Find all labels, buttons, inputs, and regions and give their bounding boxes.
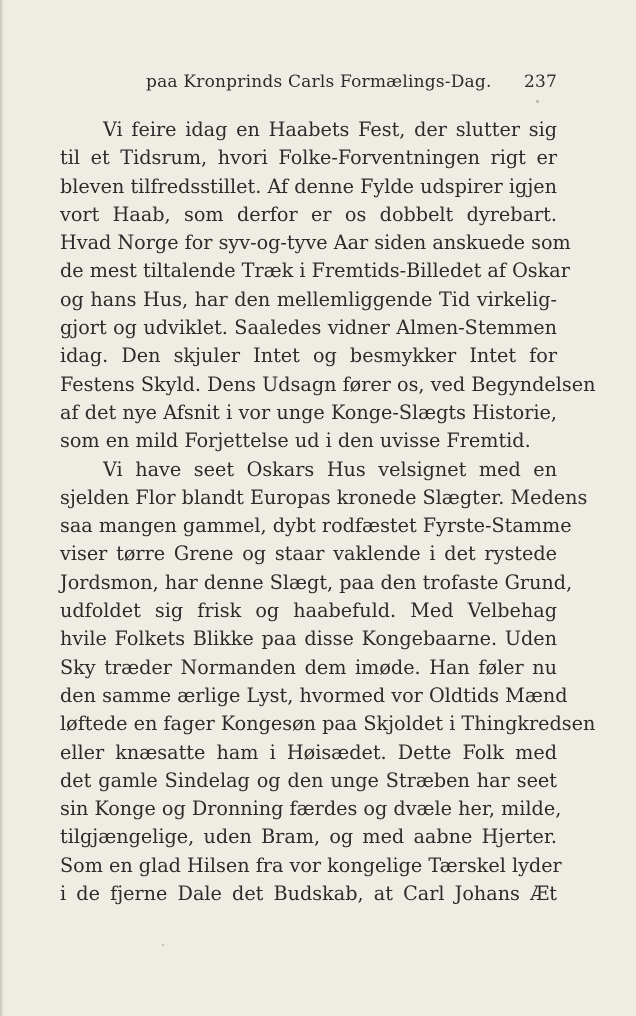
- text-line: Vi have seet Oskars Hus velsignet med en: [103, 457, 557, 481]
- text-line: sin Konge og Dronning færdes og dvæle her, milde,: [60, 797, 562, 821]
- text-line: viser tørre Grene og staar vaklende i det rystede: [60, 542, 557, 566]
- text-line: sjelden Flor blandt Europas kronede Slægter. Medens: [60, 485, 588, 509]
- text-line: vort Haab, som derfor er os dobbelt dyrebart.: [60, 202, 557, 226]
- body-text: [60, 116, 596, 908]
- text-line: den samme ærlige Lyst, hvormed vor Oldtids Mænd: [60, 683, 568, 707]
- text-line: Sky træder Normanden dem imøde. Han føler nu: [60, 655, 557, 679]
- running-title: paa Kronprinds Carls Formælings-Dag.: [146, 72, 492, 92]
- text-line: Vi feire idag en Haabets Fest, der slutter sig: [103, 118, 557, 141]
- page-edge: [0, 0, 4, 1016]
- text-line: til et Tidsrum, hvori Folke-Forventningen rigt er: [60, 146, 557, 170]
- text-line: hvile Folkets Blikke paa disse Kongebaarne. Uden: [60, 627, 557, 651]
- text-line: idag. Den skjuler Intet og besmykker Intet for: [60, 344, 557, 368]
- text-line: og hans Hus, har den mellemliggende Tid virkelig-: [60, 287, 557, 311]
- text-line: Som en glad Hilsen fra vor kongelige Tærskel lyder: [60, 853, 562, 877]
- text-line: tilgjængelige, uden Bram, og med aabne Hjerter.: [60, 825, 557, 849]
- text-line: løftede en fager Kongesøn paa Skjoldet i Thingkredsen: [60, 712, 596, 736]
- paper-speck: [536, 100, 539, 103]
- text-line: udfoldet sig frisk og haabefuld. Med Velbehag: [60, 599, 557, 623]
- text-line: det gamle Sindelag og den unge Stræben har seet: [60, 768, 557, 792]
- text-line: Festens Skyld. Dens Udsagn fører os, ved Begyndelsen: [60, 372, 596, 396]
- text-line: Hvad Norge for syv-og-tyve Aar siden anskuede som: [60, 231, 571, 255]
- text-line: gjort og udviklet. Saaledes vidner Almen-Stemmen: [60, 316, 557, 340]
- text-line: saa mangen gammel, dybt rodfæstet Fyrste-Stamme: [60, 514, 572, 538]
- text-line: Jordsmon, har denne Slægt, paa den trofaste Grund,: [60, 570, 573, 594]
- text-line: som en mild Forjettelse ud i den uvisse Fremtid.: [60, 429, 531, 453]
- running-head: [60, 72, 557, 98]
- text-line: bleven tilfredsstillet. Af denne Fylde udspirer igjen: [60, 174, 557, 198]
- text-line: eller knæsatte ham i Høisædet. Dette Folk med: [60, 740, 557, 764]
- text-line: de mest tiltalende Træk i Fremtids-Billedet af Oskar: [60, 259, 570, 283]
- page-number: 237: [523, 72, 557, 92]
- text-line: i de fjerne Dale det Budskab, at Carl Johans Æt: [60, 882, 557, 906]
- paper-speck: [162, 944, 164, 946]
- text-line: af det nye Afsnit i vor unge Konge-Slægts Historie,: [60, 400, 557, 424]
